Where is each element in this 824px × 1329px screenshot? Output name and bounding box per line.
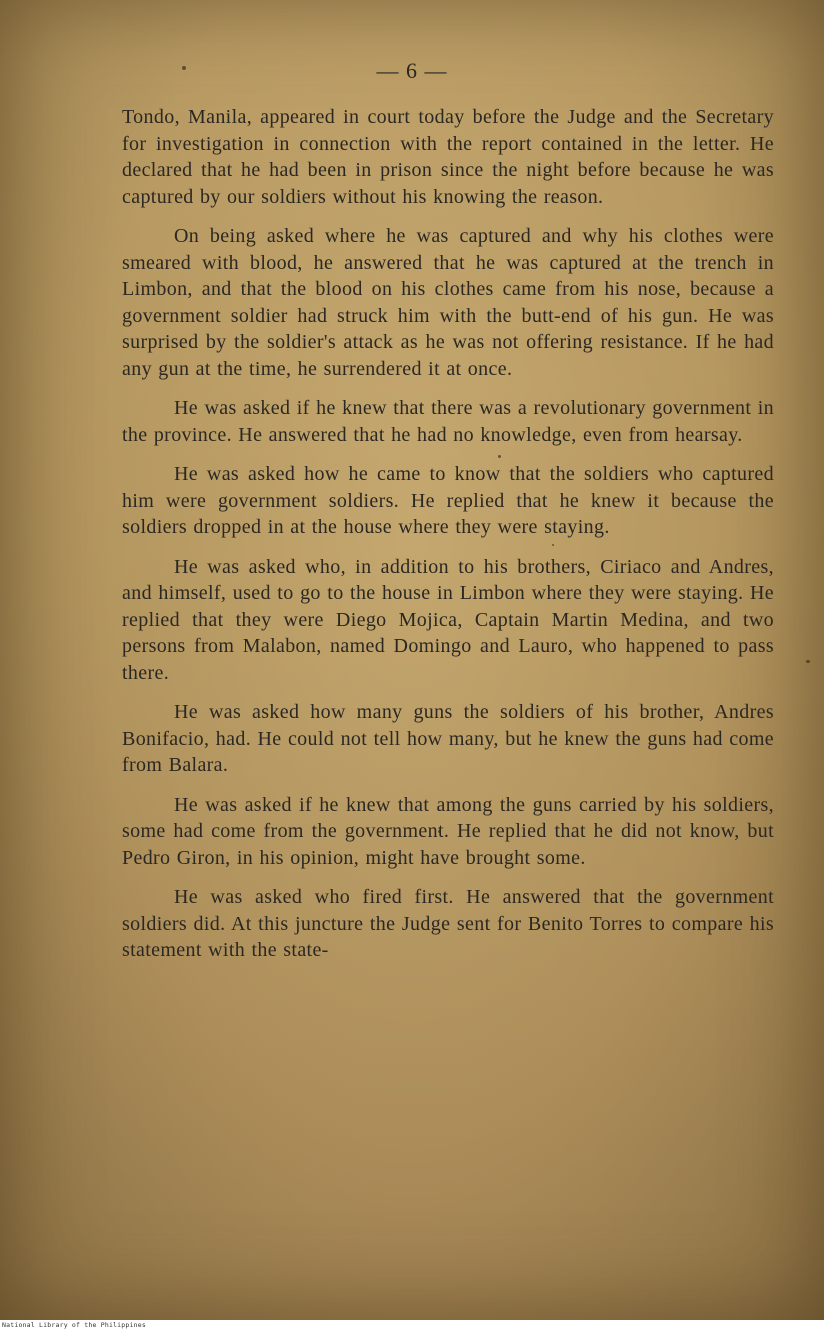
library-credit: National Library of the Philippines <box>2 1321 146 1329</box>
paragraph: He was asked how he came to know that the soldiers who captured him were government soldiers. He replied that he knew it because the soldiers dropped in at the house where they were staying. <box>122 463 774 538</box>
paragraph: He was asked if he knew that among the guns carried by his soldiers, some had come from the government. He replied that he did not know, but Pedro Giron, in his opinion, might have brought some. <box>122 793 774 869</box>
document-body <box>122 104 774 964</box>
paragraph: He was asked if he knew that there was a revolutionary government in the province. He answered that he had no knowledge, even from hearsay. <box>122 397 774 446</box>
paragraph: Tondo, Manila, appeared in court today before the Judge and the Secretary for investigation in connection with the report contained in the letter. He declared that he had been in prison since the night before because he was captured by our soldiers without his knowing the reason. <box>122 106 774 208</box>
paragraph: He was asked how many guns the soldiers of his brother, Andres Bonifacio, had. He could not tell how many, but he knew the guns had come from Balara. <box>122 701 774 776</box>
ink-speck <box>806 660 810 663</box>
paragraph: He was asked who, in addition to his brothers, Ciriaco and Andres, and himself, used to go to the house in Limbon where they were staying. He replied that they were Diego Mojica, Captain Martin Medina, and two persons from Malabon, named Domingo and Lauro, who happened to pass there. <box>122 555 774 684</box>
paragraph: He was asked who fired first. He answered that the government soldiers did. At this juncture the Judge sent for Benito Torres to compare his statement with the state- <box>122 886 774 961</box>
page-number: — 6 — <box>376 58 448 83</box>
paragraph: On being asked where he was captured and why his clothes were smeared with blood, he answered that he was captured at the trench in Limbon, and that the blood on his clothes came from his nose, because a government soldier had struck him with the butt-end of his gun. He was surprised by the soldier's attack as he was not offering resistance. If he had any gun at the time, he surrendered it at once. <box>122 225 774 380</box>
